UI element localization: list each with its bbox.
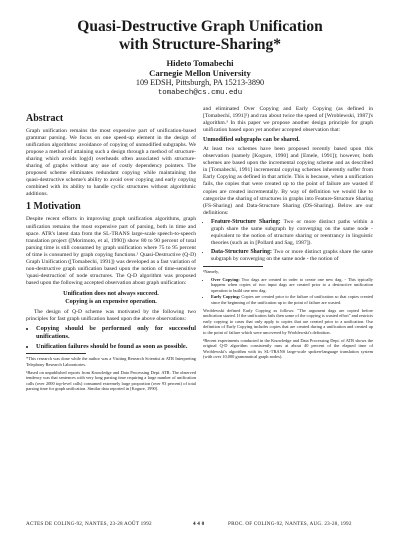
observation-shared: Unmodified subgraphs can be shared. (203, 137, 300, 144)
footnote-2-item (211, 294, 373, 305)
principles-list (26, 325, 196, 350)
principle-item: • Unification failures should be found as soon as possible. (36, 343, 196, 351)
observation-block (26, 290, 196, 306)
footnote-2-item (211, 277, 373, 294)
definition-text: Two or more distinct paths within a graph share the same subgraph by converging on the same node - equivalent to the notion of structure sharing or reentrancy in linguistic theories (such as in [Pollard and Sag, 1987]). (211, 218, 373, 246)
page-number: 4 4 0 (193, 521, 205, 527)
definition-term: Feature-Structure Sharing: (211, 218, 281, 225)
author-block (0, 58, 400, 98)
definition-term: Data-Structure Sharing: (211, 248, 272, 255)
definition-text: Two or more distinct graphs share the same subgraph by converging on the same node - the notion of (211, 248, 373, 262)
principle-item: • Copying should be performed only for successful unifications. (36, 325, 196, 341)
email: tomabech@cs.cmu.edu (157, 89, 243, 97)
footnote-1: ¹Based on unpublished reports from Knowledge and Data Processing Dept. ATR. The observed tendency was that sentences with very long parsing time requiring a large number of unification calls (over 2000 top-level calls) consumed extremely large proportion (over 93 percent) of total parsing time for graph unification. Similar data reported in [Kogure, 1990]. (26, 369, 196, 392)
title-line-2: with Structure-Sharing* (118, 36, 282, 53)
footnote-2-list (203, 277, 373, 306)
footer-right: PROC. OF COLING-92, NANTES, AUG. 23-28, 1992 (228, 521, 352, 527)
definitions-list (203, 219, 373, 263)
right-para-1: and eliminated Over Copying and Early Copying (as defined in [Tomabechi, 1991]²) and ran about twice the speed of [Wroblewski, 1987]'s algorithm.³ In this paper we propose another design principle for graph unification based upon yet another accepted observation that: (203, 106, 373, 134)
title-line-1: Quasi-Destructive Graph Unification (77, 18, 323, 35)
footnote-rule (26, 353, 86, 354)
footnote-rule (203, 266, 263, 267)
author-name: Hideto Tomabechi (166, 58, 234, 68)
address: 109 EDSH, Pittsburgh, PA 15213-3890 (135, 78, 265, 87)
footnote-2-text: Copies are created prior to the failure of unification so that copies created since the beginning of the unification up to the point of failure are wasted. (211, 294, 373, 305)
definition-item (211, 219, 373, 247)
abstract-text: Graph unification remains the most expensive part of unification-based grammar parsing. We focus on one speed-up element in the design of unification algorithms: avoidance of copying of unmodified subgraphs. We propose a method of attaining such a design through a method of structure-sharing which avoids log(d) overheads often associated with structure-sharing of graphs without any use of costly dependency pointers. The proposed scheme eliminates redundant copying while maintaining the quasi-destructive scheme's ability to avoid over copying and early copying combined with its ability to handle cyclic structures without algorithmic additions. (26, 128, 196, 198)
right-column (203, 106, 373, 362)
paper-title (0, 18, 400, 54)
right-para-2: At least two schemes have been proposed recently based upon this observation (namely [Kogure, 1990] and [Emele, 1991]); however, both schemes are based upon the incremental copying scheme and as described in [Tomabechi, 1991] incremental copying schemes inherently suffer from Early Copying as defined in that article. This is because, when a unification fails, the copies that were created up to the point of failure are wasted if copies are created incrementally. By way of definition we would like to categorize the sharing of structures in graphs into Feature-Structure Sharing (FS-Sharing) and Data-Structure Sharing (DS-Sharing). Below are our definitions: (203, 146, 373, 216)
observation-1: Unification does not always succeed. (63, 289, 159, 297)
footnote-2-term: Over Copying: (211, 276, 240, 282)
footnote-2-term: Early Copying: (211, 294, 241, 300)
left-column (26, 110, 196, 394)
section-1-heading: 1 Motivation (26, 201, 81, 213)
definition-item (211, 249, 373, 263)
footnote-3: ³Recent experiments conducted in the Knowledge and Data Processing Dept. of ATR shows the original Q-D algorithm consistently runs at about 40 percent of the elapsed time of Wroblewski's algorithm with its SL-TRANS large-scale spoken-language translation system (with over 10,000 grammatical graph nodes). (203, 337, 373, 360)
footer-left: ACTES DE COLING-92, NANTES, 23-28 AOÛT 1992 (26, 521, 152, 527)
observation-2: Copying is an expensive operation. (65, 297, 157, 305)
footnote-2-text: Two dags are created in order to create one new dag. - This typically happens when copies of two input dags are created prior to a destructive unification operation to build one new dag. (211, 276, 373, 293)
footnote-2-after: Wroblewski defined Early Copying as follows: "The argument dags are copied before unification started. If the unification fails then some of the copying is wasted effort" and restricts early copying to cases that only apply to copies that are created prior to a unification. Our definition of Early Copying includes copies that are created during a unification and created up to the point of failure which were uncovered by Wroblewski's definition. (203, 307, 373, 335)
footnote-star: *This research was done while the author was a Visiting Research Scientist at ATR Interpreting Telephony Research Laboratories. (26, 356, 196, 368)
section-1-para-1: Despite recent efforts in improving graph unification algorithms, graph unification remains the most expensive part of parsing, both in time and space. ATR's latest data from the SL-TRANS large-scale speech-to-speech translation project ([Morimoto, et al, 1990]) show 80 to 90 percent of total parsing time is still consumed by graph unification where 75 to 95 percent of time is consumed by graph copying functions.¹ Quasi-Destructive (Q-D) Graph Unification ([Tomabechi, 1991]) was developed as a fast variation of non-destructive graph unification based upon the notion of time-sensitive 'quasi-destruction' of node structures. The Q-D algorithm was proposed based upon the following accepted observation about graph unification: (26, 216, 196, 286)
affiliation: Carnegie Mellon University (149, 68, 251, 78)
abstract-heading: Abstract (26, 113, 64, 124)
footnote-2-label: ²Namely, (203, 268, 220, 274)
section-1-para-2: The design of Q-D scheme was motivated by the following two principles for fast graph unification based upon the above observations: (26, 308, 196, 322)
